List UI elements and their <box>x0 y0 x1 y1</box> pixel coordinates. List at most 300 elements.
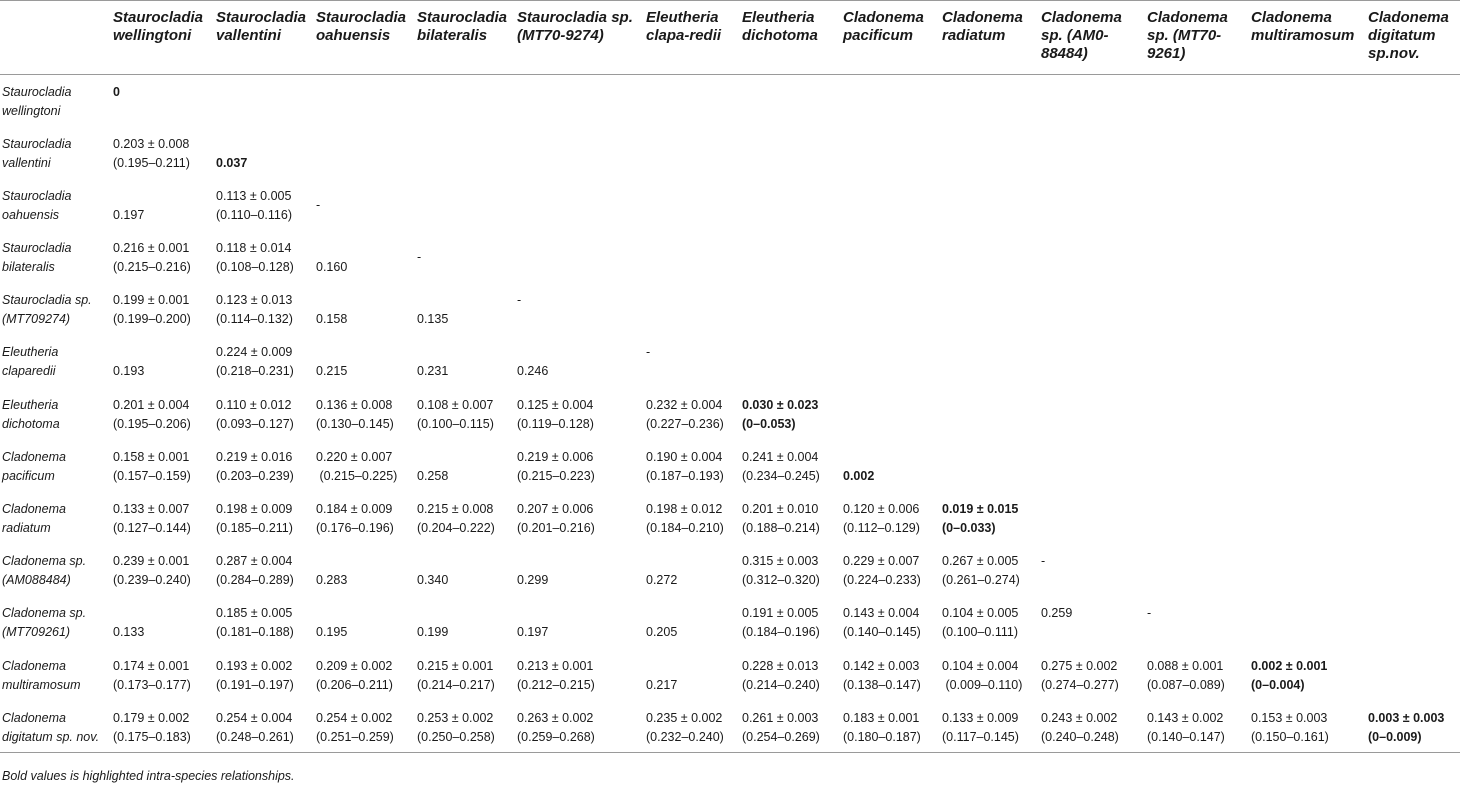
table-cell <box>113 179 216 231</box>
table-body <box>0 75 1460 753</box>
cell-value: 0.258 <box>417 468 449 483</box>
cell-range: (0.150–0.161) <box>1251 729 1329 744</box>
table-cell <box>1041 75 1147 127</box>
cell-value: 0.125 ± 0.004 <box>517 397 594 412</box>
cell-value: 0.263 ± 0.002 <box>517 710 594 725</box>
cell-range: (0.214–0.240) <box>742 677 820 692</box>
cell-range: (0.203–0.239) <box>216 468 294 483</box>
cell-value: 0.201 ± 0.004 <box>113 397 190 412</box>
cell-value: 0.174 ± 0.001 <box>113 658 190 673</box>
cell-value: 0.239 ± 0.001 <box>113 554 190 569</box>
table-cell <box>742 492 843 544</box>
table-cell <box>1251 75 1368 127</box>
column-header: Staurocladia sp. (MT70-9274) <box>517 9 633 44</box>
table-cell <box>843 231 942 283</box>
table-cell <box>113 335 216 387</box>
table-cell <box>942 544 1041 596</box>
table-cell <box>843 544 942 596</box>
table-cell <box>843 283 942 335</box>
cell-range: (0.173–0.177) <box>113 677 191 692</box>
cell-value: 0.205 <box>646 625 678 640</box>
cell-value: 0.003 ± 0.003 <box>1368 710 1445 725</box>
table-cell <box>417 231 517 283</box>
table-cell <box>1368 179 1460 231</box>
table-cell <box>316 388 417 440</box>
table-cell <box>417 440 517 492</box>
table-cell <box>843 596 942 648</box>
cell-value: 0.133 ± 0.007 <box>113 502 190 516</box>
column-header: Cladonema sp. (AM0-88484) <box>1041 9 1122 62</box>
table-cell <box>216 701 316 753</box>
column-header: Staurocladia wellingtoni <box>113 9 204 44</box>
table-cell <box>1251 701 1368 753</box>
table-cell <box>742 179 843 231</box>
table-cell <box>1368 283 1460 335</box>
table-cell <box>1147 701 1251 753</box>
cell-range: (0.100–0.115) <box>417 416 494 431</box>
cell-range: (0.227–0.236) <box>646 416 724 431</box>
table-cell <box>113 127 216 179</box>
table-cell <box>1147 492 1251 544</box>
table-cell <box>1368 649 1460 701</box>
cell-value: 0.232 ± 0.004 <box>646 397 723 412</box>
column-header: Staurocladia bilateralis <box>417 9 508 44</box>
table-row <box>0 75 1460 127</box>
table-cell <box>113 492 216 544</box>
cell-value: 0.160 <box>316 260 348 275</box>
cell-range: (0.009–0.110) <box>942 677 1023 692</box>
cell-value: 0.019 ± 0.015 <box>942 502 1019 516</box>
column-header: Cladonema multiramosum <box>1251 9 1355 44</box>
table-cell <box>1041 127 1147 179</box>
table-cell <box>316 127 417 179</box>
table-cell <box>1251 179 1368 231</box>
cell-range: (0.176–0.196) <box>316 521 394 535</box>
table-cell <box>1147 440 1251 492</box>
row-label: Staurocladia sp. (MT709274) <box>2 293 92 327</box>
cell-value: 0.123 ± 0.013 <box>216 293 293 308</box>
table-row <box>0 440 1460 492</box>
cell-range: (0–0.053) <box>742 416 796 431</box>
cell-range: (0.191–0.197) <box>216 677 294 692</box>
cell-value: 0.135 <box>417 312 449 327</box>
cell-range: (0.232–0.240) <box>646 729 724 744</box>
cell-value: 0.190 ± 0.004 <box>646 449 723 464</box>
table-cell <box>1147 596 1251 648</box>
table-cell <box>942 283 1041 335</box>
cell-range: (0–0.009) <box>1368 729 1422 744</box>
table-cell <box>1147 127 1251 179</box>
table-row <box>0 179 1460 231</box>
table-cell <box>517 283 646 335</box>
cell-range: (0.117–0.145) <box>942 729 1019 744</box>
table-cell <box>1041 388 1147 440</box>
cell-value: 0.030 ± 0.023 <box>742 397 819 412</box>
cell-range: (0.284–0.289) <box>216 573 294 588</box>
table-cell <box>942 75 1041 127</box>
table-cell <box>1251 388 1368 440</box>
table-cell <box>1251 649 1368 701</box>
cell-range: (0.254–0.269) <box>742 729 820 744</box>
cell-range: (0.130–0.145) <box>316 416 394 431</box>
table-cell <box>942 388 1041 440</box>
table-cell <box>646 492 742 544</box>
cell-value: 0.183 ± 0.001 <box>843 710 920 725</box>
table-cell <box>942 596 1041 648</box>
table-cell <box>517 596 646 648</box>
cell-range: (0.218–0.231) <box>216 364 294 379</box>
cell-value: 0.207 ± 0.006 <box>517 502 594 516</box>
table-cell <box>742 649 843 701</box>
cell-value: 0.209 ± 0.002 <box>316 658 393 673</box>
cell-value: 0.220 ± 0.007 <box>316 449 393 464</box>
cell-value: 0.241 ± 0.004 <box>742 449 819 464</box>
table-cell <box>646 701 742 753</box>
cell-value: 0.243 ± 0.002 <box>1041 710 1118 725</box>
cell-range: (0.215–0.223) <box>517 468 595 483</box>
cell-value: 0.184 ± 0.009 <box>316 502 393 516</box>
cell-range: (0.119–0.128) <box>517 416 594 431</box>
table-cell <box>1147 231 1251 283</box>
cell-value: 0.283 <box>316 573 348 588</box>
table-cell <box>1041 544 1147 596</box>
table-cell <box>216 440 316 492</box>
table-cell <box>1368 127 1460 179</box>
table-cell <box>417 544 517 596</box>
cell-value: 0.199 <box>417 625 449 640</box>
table-cell <box>742 231 843 283</box>
cell-range: (0.215–0.216) <box>113 260 191 275</box>
cell-value: 0.199 ± 0.001 <box>113 293 190 308</box>
table-cell <box>1041 335 1147 387</box>
table-cell <box>843 75 942 127</box>
cell-range: (0.175–0.183) <box>113 729 191 744</box>
table-cell <box>216 127 316 179</box>
cell-range: (0.234–0.245) <box>742 468 820 483</box>
table-cell <box>942 335 1041 387</box>
table-cell <box>113 649 216 701</box>
table-cell <box>1147 179 1251 231</box>
table-cell <box>843 335 942 387</box>
cell-range: (0.204–0.222) <box>417 521 495 535</box>
table-cell <box>216 388 316 440</box>
cell-range: (0.224–0.233) <box>843 573 921 588</box>
table-cell <box>1147 75 1251 127</box>
cell-value: 0.259 <box>1041 606 1073 621</box>
table-row <box>0 492 1460 544</box>
table-cell <box>113 596 216 648</box>
cell-range: (0.248–0.261) <box>216 729 294 744</box>
cell-range: (0.157–0.159) <box>113 468 191 483</box>
table-cell <box>216 492 316 544</box>
table-cell <box>942 649 1041 701</box>
column-header: Cladonema digitatum sp.nov. <box>1368 9 1449 62</box>
table-cell <box>1041 440 1147 492</box>
cell-value: 0.185 ± 0.005 <box>216 606 293 621</box>
cell-value: 0.193 <box>113 364 145 379</box>
table-cell <box>517 701 646 753</box>
table-cell <box>742 596 843 648</box>
table-cell <box>742 75 843 127</box>
cell-value: 0.272 <box>646 573 678 588</box>
table-cell <box>417 283 517 335</box>
table-cell <box>742 440 843 492</box>
cell-value: 0.254 ± 0.004 <box>216 710 293 725</box>
cell-value: 0.246 <box>517 364 549 379</box>
cell-range: (0.199–0.200) <box>113 312 191 327</box>
row-label: Staurocladia vallentini <box>2 136 72 170</box>
table-cell <box>843 492 942 544</box>
cell-range: (0.181–0.188) <box>216 625 294 640</box>
cell-value: 0.143 ± 0.004 <box>843 606 920 621</box>
table-cell <box>646 388 742 440</box>
cell-value: 0.224 ± 0.009 <box>216 345 293 360</box>
table-cell <box>843 388 942 440</box>
table-cell <box>216 283 316 335</box>
cell-value: 0.201 ± 0.010 <box>742 502 819 516</box>
table-cell <box>1147 544 1251 596</box>
cell-value: 0.136 ± 0.008 <box>316 397 393 412</box>
table-cell <box>517 179 646 231</box>
table-cell <box>113 388 216 440</box>
table-cell <box>1368 596 1460 648</box>
table-cell <box>517 75 646 127</box>
table-row <box>0 596 1460 648</box>
table-cell <box>1368 75 1460 127</box>
table-cell <box>942 440 1041 492</box>
cell-value: 0.197 <box>113 207 145 222</box>
row-label: Cladonema multiramosum <box>2 658 81 692</box>
column-header: Eleutheria dichotoma <box>742 9 818 44</box>
cell-value: 0.235 ± 0.002 <box>646 710 723 725</box>
cell-range: (0.093–0.127) <box>216 416 294 431</box>
table-cell <box>646 649 742 701</box>
table-cell <box>316 335 417 387</box>
table-cell <box>1251 231 1368 283</box>
column-header: Cladonema radiatum <box>942 9 1023 44</box>
table-cell <box>316 596 417 648</box>
cell-value: - <box>1147 606 1152 621</box>
table-cell <box>517 335 646 387</box>
cell-value: 0.153 ± 0.003 <box>1251 710 1328 725</box>
cell-value: 0.002 <box>843 468 875 483</box>
row-label: Eleutheria claparedii <box>2 345 59 379</box>
cell-range: (0.239–0.240) <box>113 573 191 588</box>
cell-value: 0.133 ± 0.009 <box>942 710 1019 725</box>
cell-range: (0.212–0.215) <box>517 677 595 692</box>
table-cell <box>1147 388 1251 440</box>
cell-range: (0.259–0.268) <box>517 729 595 744</box>
table-cell <box>843 440 942 492</box>
table-cell <box>316 179 417 231</box>
cell-range: (0.195–0.206) <box>113 416 191 431</box>
cell-value: - <box>316 197 321 212</box>
table-cell <box>1368 701 1460 753</box>
cell-value: 0.198 ± 0.009 <box>216 502 293 516</box>
table-cell <box>316 283 417 335</box>
cell-value: 0.219 ± 0.006 <box>517 449 594 464</box>
row-label: Cladonema sp. (AM088484) <box>2 554 87 588</box>
row-label: Staurocladia wellingtoni <box>2 85 72 118</box>
row-label: Cladonema pacificum <box>2 449 66 483</box>
table-cell <box>742 701 843 753</box>
cell-range: (0.312–0.320) <box>742 573 820 588</box>
row-label: Cladonema digitatum sp. nov. <box>2 710 100 744</box>
cell-value: 0.213 ± 0.001 <box>517 658 594 673</box>
cell-range: (0.201–0.216) <box>517 521 595 535</box>
table-cell <box>1041 283 1147 335</box>
table-cell <box>1368 440 1460 492</box>
cell-value: 0.197 <box>517 625 549 640</box>
table-cell <box>646 544 742 596</box>
cell-range: (0.114–0.132) <box>216 312 293 327</box>
cell-range: (0.140–0.145) <box>843 625 921 640</box>
cell-value: 0.231 <box>417 364 449 379</box>
table-cell <box>517 544 646 596</box>
cell-value: 0.217 <box>646 677 678 692</box>
cell-range: (0.215–0.225) <box>316 468 398 483</box>
cell-value: 0.142 ± 0.003 <box>843 658 920 673</box>
cell-value: 0.088 ± 0.001 <box>1147 658 1224 673</box>
table-cell <box>417 492 517 544</box>
cell-value: 0.179 ± 0.002 <box>113 710 190 725</box>
cell-range: (0.140–0.147) <box>1147 729 1225 744</box>
cell-range: (0.188–0.214) <box>742 521 820 535</box>
cell-value: 0.215 ± 0.001 <box>417 658 494 673</box>
cell-range: (0.184–0.210) <box>646 521 724 535</box>
table-cell <box>316 701 417 753</box>
cell-value: 0 <box>113 85 120 99</box>
table-cell <box>417 335 517 387</box>
cell-value: - <box>417 250 422 265</box>
table-cell <box>1041 492 1147 544</box>
table-cell <box>113 544 216 596</box>
cell-range: (0.127–0.144) <box>113 521 191 535</box>
table-header-row <box>0 1 1460 75</box>
cell-value: 0.104 ± 0.004 <box>942 658 1019 673</box>
cell-range: (0.250–0.258) <box>417 729 495 744</box>
table-cell <box>742 283 843 335</box>
cell-value: 0.118 ± 0.014 <box>216 241 292 256</box>
table-cell <box>1251 283 1368 335</box>
table-cell <box>316 544 417 596</box>
cell-value: 0.267 ± 0.005 <box>942 554 1019 569</box>
column-header: Staurocladia vallentini <box>216 9 307 44</box>
table-row <box>0 283 1460 335</box>
cell-range: (0.214–0.217) <box>417 677 495 692</box>
cell-range: (0.274–0.277) <box>1041 677 1119 692</box>
cell-range: (0.138–0.147) <box>843 677 921 692</box>
cell-value: 0.133 <box>113 625 145 640</box>
cell-value: 0.228 ± 0.013 <box>742 658 819 673</box>
row-label: Cladonema radiatum <box>2 502 66 535</box>
cell-range: (0.180–0.187) <box>843 729 921 744</box>
cell-value: 0.219 ± 0.016 <box>216 449 293 464</box>
table-row <box>0 544 1460 596</box>
table-cell <box>843 179 942 231</box>
cell-value: - <box>646 345 651 360</box>
table-cell <box>216 596 316 648</box>
table-cell <box>843 127 942 179</box>
cell-range: (0.261–0.274) <box>942 573 1020 588</box>
column-header: Staurocladia oahuensis <box>316 9 407 44</box>
table-cell <box>113 75 216 127</box>
cell-value: 0.158 <box>316 312 348 327</box>
table-cell <box>1041 649 1147 701</box>
row-label: Staurocladia bilateralis <box>2 241 72 275</box>
cell-value: 0.037 <box>216 155 248 170</box>
table-cell <box>1147 649 1251 701</box>
table-cell <box>1368 544 1460 596</box>
cell-value: 0.113 ± 0.005 <box>216 188 292 203</box>
cell-value: 0.254 ± 0.002 <box>316 710 393 725</box>
table-cell <box>113 701 216 753</box>
cell-range: (0–0.004) <box>1251 677 1305 692</box>
cell-range: (0.100–0.111) <box>942 625 1018 640</box>
table-cell <box>942 231 1041 283</box>
table-cell <box>646 231 742 283</box>
table-cell <box>316 440 417 492</box>
table-cell <box>1251 335 1368 387</box>
table-cell <box>646 596 742 648</box>
cell-value: 0.104 ± 0.005 <box>942 606 1019 621</box>
table-cell <box>742 544 843 596</box>
cell-range: (0.184–0.196) <box>742 625 820 640</box>
cell-value: 0.203 ± 0.008 <box>113 136 190 151</box>
table-cell <box>517 388 646 440</box>
cell-range: (0.240–0.248) <box>1041 729 1119 744</box>
table-cell <box>646 179 742 231</box>
table-cell <box>1368 492 1460 544</box>
table-cell <box>646 127 742 179</box>
column-header: Cladonema pacificum <box>843 9 924 44</box>
table-cell <box>417 75 517 127</box>
cell-value: 0.299 <box>517 573 549 588</box>
table-cell <box>942 701 1041 753</box>
table-cell <box>942 492 1041 544</box>
table-cell <box>316 75 417 127</box>
table-cell <box>517 440 646 492</box>
table-cell <box>216 649 316 701</box>
table-cell <box>417 701 517 753</box>
cell-value: 0.215 <box>316 364 348 379</box>
table-cell <box>742 388 843 440</box>
table-cell <box>216 231 316 283</box>
cell-value: 0.275 ± 0.002 <box>1041 658 1118 673</box>
table-cell <box>1041 701 1147 753</box>
table-cell <box>216 335 316 387</box>
cell-range: (0.112–0.129) <box>843 521 920 535</box>
table-cell <box>843 649 942 701</box>
cell-range: (0.251–0.259) <box>316 729 394 744</box>
cell-value: 0.287 ± 0.004 <box>216 554 293 569</box>
table-cell <box>517 231 646 283</box>
table-cell <box>942 127 1041 179</box>
column-header: Eleutheria clapa-redii <box>646 9 722 44</box>
table-row <box>0 335 1460 387</box>
cell-value: - <box>517 293 522 308</box>
cell-range: (0.185–0.211) <box>216 521 293 535</box>
cell-value: 0.193 ± 0.002 <box>216 658 293 673</box>
cell-range: (0.195–0.211) <box>113 155 190 170</box>
cell-range: (0.206–0.211) <box>316 677 393 692</box>
table-cell <box>1251 127 1368 179</box>
table-cell <box>517 649 646 701</box>
table-cell <box>417 596 517 648</box>
table-cell <box>742 335 843 387</box>
cell-range: (0.187–0.193) <box>646 468 724 483</box>
row-label: Cladonema sp. (MT709261) <box>2 606 87 640</box>
